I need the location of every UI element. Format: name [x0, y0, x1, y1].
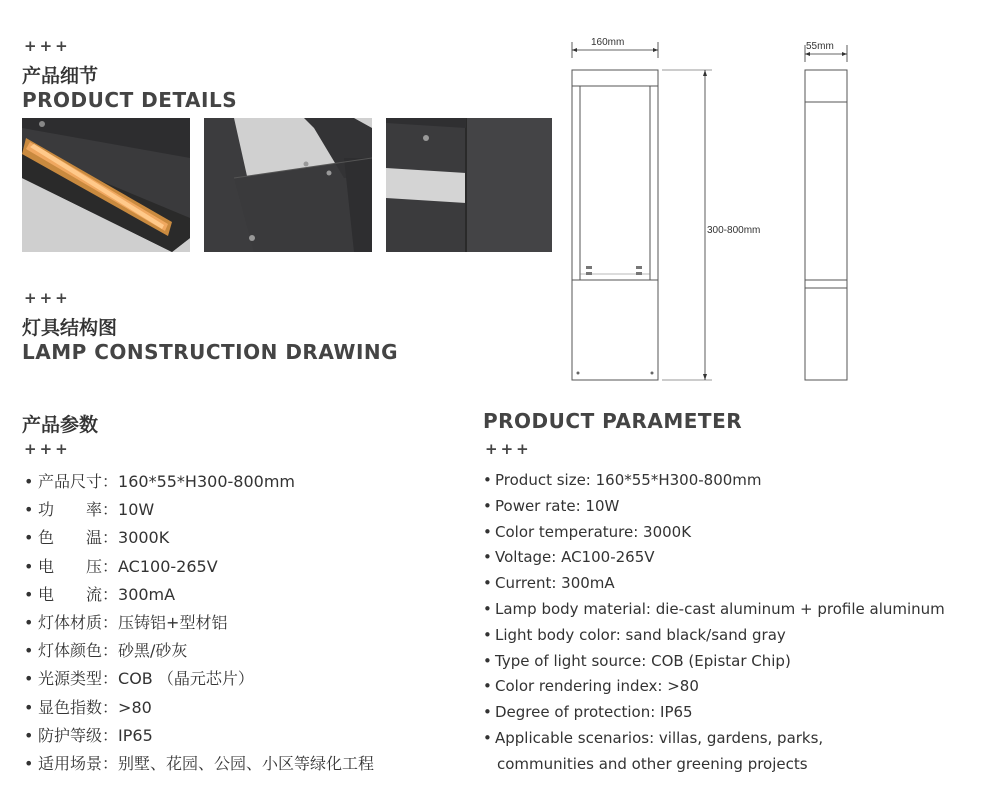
param-en-color-temp: • Color temperature: 3000K	[483, 520, 945, 546]
params-zh-plus: +++	[24, 440, 71, 458]
led-strip-illustration	[22, 118, 190, 252]
param-en-size: • Product size: 160*55*H300-800mm	[483, 468, 945, 494]
param-zh-size: • 产品尺寸：160*55*H300-800mm	[24, 468, 374, 496]
param-en-scenarios: • Applicable scenarios: villas, gardens, parks,	[483, 726, 945, 752]
param-zh-light-source: • 光源类型：COB （晶元芯片）	[24, 665, 374, 693]
param-zh-cri: • 显色指数：>80	[24, 694, 374, 722]
details-plus: +++	[24, 37, 71, 55]
param-en-voltage: • Voltage: AC100-265V	[483, 545, 945, 571]
params-en-title: PRODUCT PARAMETER	[483, 409, 743, 433]
param-en-material: • Lamp body material: die-cast aluminum + profile aluminum	[483, 597, 945, 623]
led-strip-closeup-photo	[22, 118, 190, 252]
param-zh-scenarios: • 适用场景：别墅、花园、公园、小区等绿化工程	[24, 750, 374, 778]
param-en-protection: • Degree of protection: IP65	[483, 700, 945, 726]
param-zh-body-color: • 灯体颜色：砂黑/砂灰	[24, 637, 374, 665]
details-title-en: PRODUCT DETAILS	[22, 88, 238, 112]
construction-title-en: LAMP CONSTRUCTION DRAWING	[22, 340, 399, 364]
params-zh-list	[24, 468, 374, 778]
param-zh-current: • 电流：300mA	[24, 581, 374, 609]
param-en-light-source: • Type of light source: COB (Epistar Chip)	[483, 649, 945, 675]
param-en-power: • Power rate: 10W	[483, 494, 945, 520]
front-view-drawing	[560, 30, 800, 390]
height-dimension-label: 300-800mm	[707, 225, 761, 236]
param-zh-voltage: • 电压：AC100-265V	[24, 553, 374, 581]
param-zh-material: • 灯体材质：压铸铝+型材铝	[24, 609, 374, 637]
param-en-body-color: • Light body color: sand black/sand gray	[483, 623, 945, 649]
side-opening-photo	[386, 118, 552, 252]
params-zh-title: 产品参数	[22, 414, 99, 436]
details-title-zh: 产品细节	[22, 65, 99, 87]
param-zh-power: • 功率：10W	[24, 496, 374, 524]
side-view-drawing	[798, 30, 858, 390]
param-en-current: • Current: 300mA	[483, 571, 945, 597]
param-en-cri: • Color rendering index: >80	[483, 674, 945, 700]
frame-corner-illustration	[204, 118, 372, 252]
param-zh-protection: • 防护等级：IP65	[24, 722, 374, 750]
param-zh-color-temp: • 色温：3000K	[24, 524, 374, 552]
construction-title-zh: 灯具结构图	[22, 317, 118, 339]
depth-dimension-label: 55mm	[806, 41, 834, 52]
side-opening-illustration	[386, 118, 552, 252]
params-en-list	[483, 468, 945, 778]
param-en-scenarios-cont: communities and other greening projects	[497, 754, 808, 773]
params-en-plus: +++	[485, 440, 532, 458]
frame-corner-photo	[204, 118, 372, 252]
construction-plus: +++	[24, 289, 71, 307]
width-dimension-label: 160mm	[591, 37, 625, 48]
